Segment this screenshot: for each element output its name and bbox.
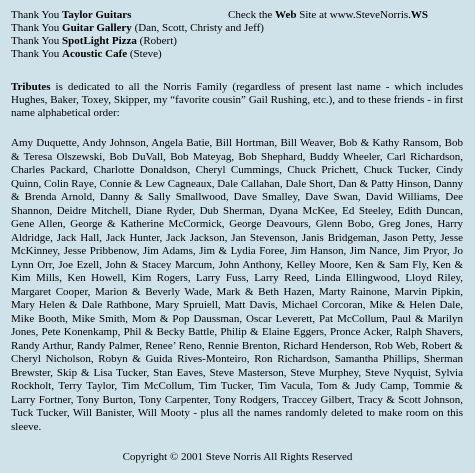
friends-name-list: Amy Duquette, Andy Johnson, Angela Batie, Bill Hortman, Bill Weaver, Bob & Kathy Ransom, Bob & Teresa Olszewski, Bob DuVall, Bob Mateyag, Bob Shephard, Buddy Wheeler, Carl Richardson, Charles Packard, Charlotte Donaldson, Cheryl Cummings, Chuck Prichett, Chuck Tucker, Cindy Quinn, Colin Raye, Connie & Lew Cagneaux, Dale Callahan, Dale Short, Dan & Patty Hinson, Danny & Brenda Arnold, Danny & Sally Smallwood, Dave Smalley, Dave Swan, David Williams, Dee Shannon, Deidre Mitchell, Diane Ryder, Dub Sherman, Dyana McKee, Ed Steeley, Edith Duncan, Gene Allen, George & Katherine McCormick, George Deavours, Glenn Bobo, Greg Jones, Harry Aldridge, Jack Hall, Jack Hunter, Jack Jackson, Jan Stevenson, Janis Bridgeman, Jason Petty, Jesse McKinney, Jesse Pribbenow, Jim Adams, Jim & Lydia Foree, Jim Hanson, Jim Nance, Jim Pryor, Jo Lynn Orr, Joe Ezell, John & Stacey Marcum, John Anthony, Kelley Moore, Ken & Sam Fly, Ken & Kim Mills, Ken Howell, Kim Rogers, Larry Fuss, Larry Reed, Linda Ellingwood, Lloyd Riley, Margaret Cooper, Marion & Beverly Wade, Mark & Beth Hazen, Marty Rainone, Marvin Pipkin, Mary Helen & Dale Rathbone, Mary Spruiell, Matt Davis, Michael Corcoran, Mike & Helen Dale, Mike Booth, Mike Smith, Mom & Pop Daussman, Oscar Leverett, Pat McCollum, Paul & Marilyn Jones, Pete Konenkamp, Phil & Becky Battle, Philip & Elaine Eggers, Pronce Acker, Ralph Shavers, Randy Arthur, Randy Palmer, Renee’ Reno, Rennie Brenton, Richard Henderson, Rob Web, Robert & Cheryl Nicholson, Robyn & Guida Rives-Monteiro, Ron Richardson, Samantha Phillips, Sherman Brewster, Skip & Lisa Tucker, Stan Eaves, Steve Masterson, Steve Murphey, Steve Nyquist, Sylvia Rockholt, Terry Taylor, Tim McCollum, Tim Tucker, Tim Vacula, Tom & Judy Camp, Tommie & Larry Fortner, Tony Burton, Tony Carpenter, Tony Rodgers, Traccey Gilbert, Tracy & Scott Johnson, Tuck Tucker, Will Banister, Will Mooty - plus all the names randomly deleted to make room on this sleeve. — [11, 137, 463, 433]
sponsor-name: Acoustic Cafe — [62, 48, 128, 60]
thank-you-line: Thank You Guitar Gallery (Dan, Scott, Christy and Jeff) — [11, 22, 264, 34]
thank-you-line: Thank You Taylor Guitars — [11, 9, 132, 21]
sponsor-name: Guitar Gallery — [62, 22, 132, 34]
website-notice: Check the Web Site at www.SteveNorris.WS — [228, 9, 429, 21]
sponsor-name: SpotLight Pizza — [62, 35, 137, 47]
thank-you-list — [11, 9, 264, 61]
thank-you-line: Thank You Acoustic Cafe (Steve) — [11, 48, 162, 60]
tributes-dedication: Tributes is dedicated to all the Norris Family (regardless of present last name - which includes Hughes, Baker, Toxey, Skipper, my “favorite cousin” Gail Rushing, etc.), and to these friends - in first name alphabetical order: — [11, 81, 463, 119]
tributes-title: Tributes — [11, 81, 51, 93]
sponsor-name: Taylor Guitars — [62, 9, 132, 21]
copyright-notice: Copyright © 2001 Steve Norris All Rights Reserved — [122, 451, 353, 463]
thank-you-line: Thank You SpotLight Pizza (Robert) — [11, 35, 177, 47]
